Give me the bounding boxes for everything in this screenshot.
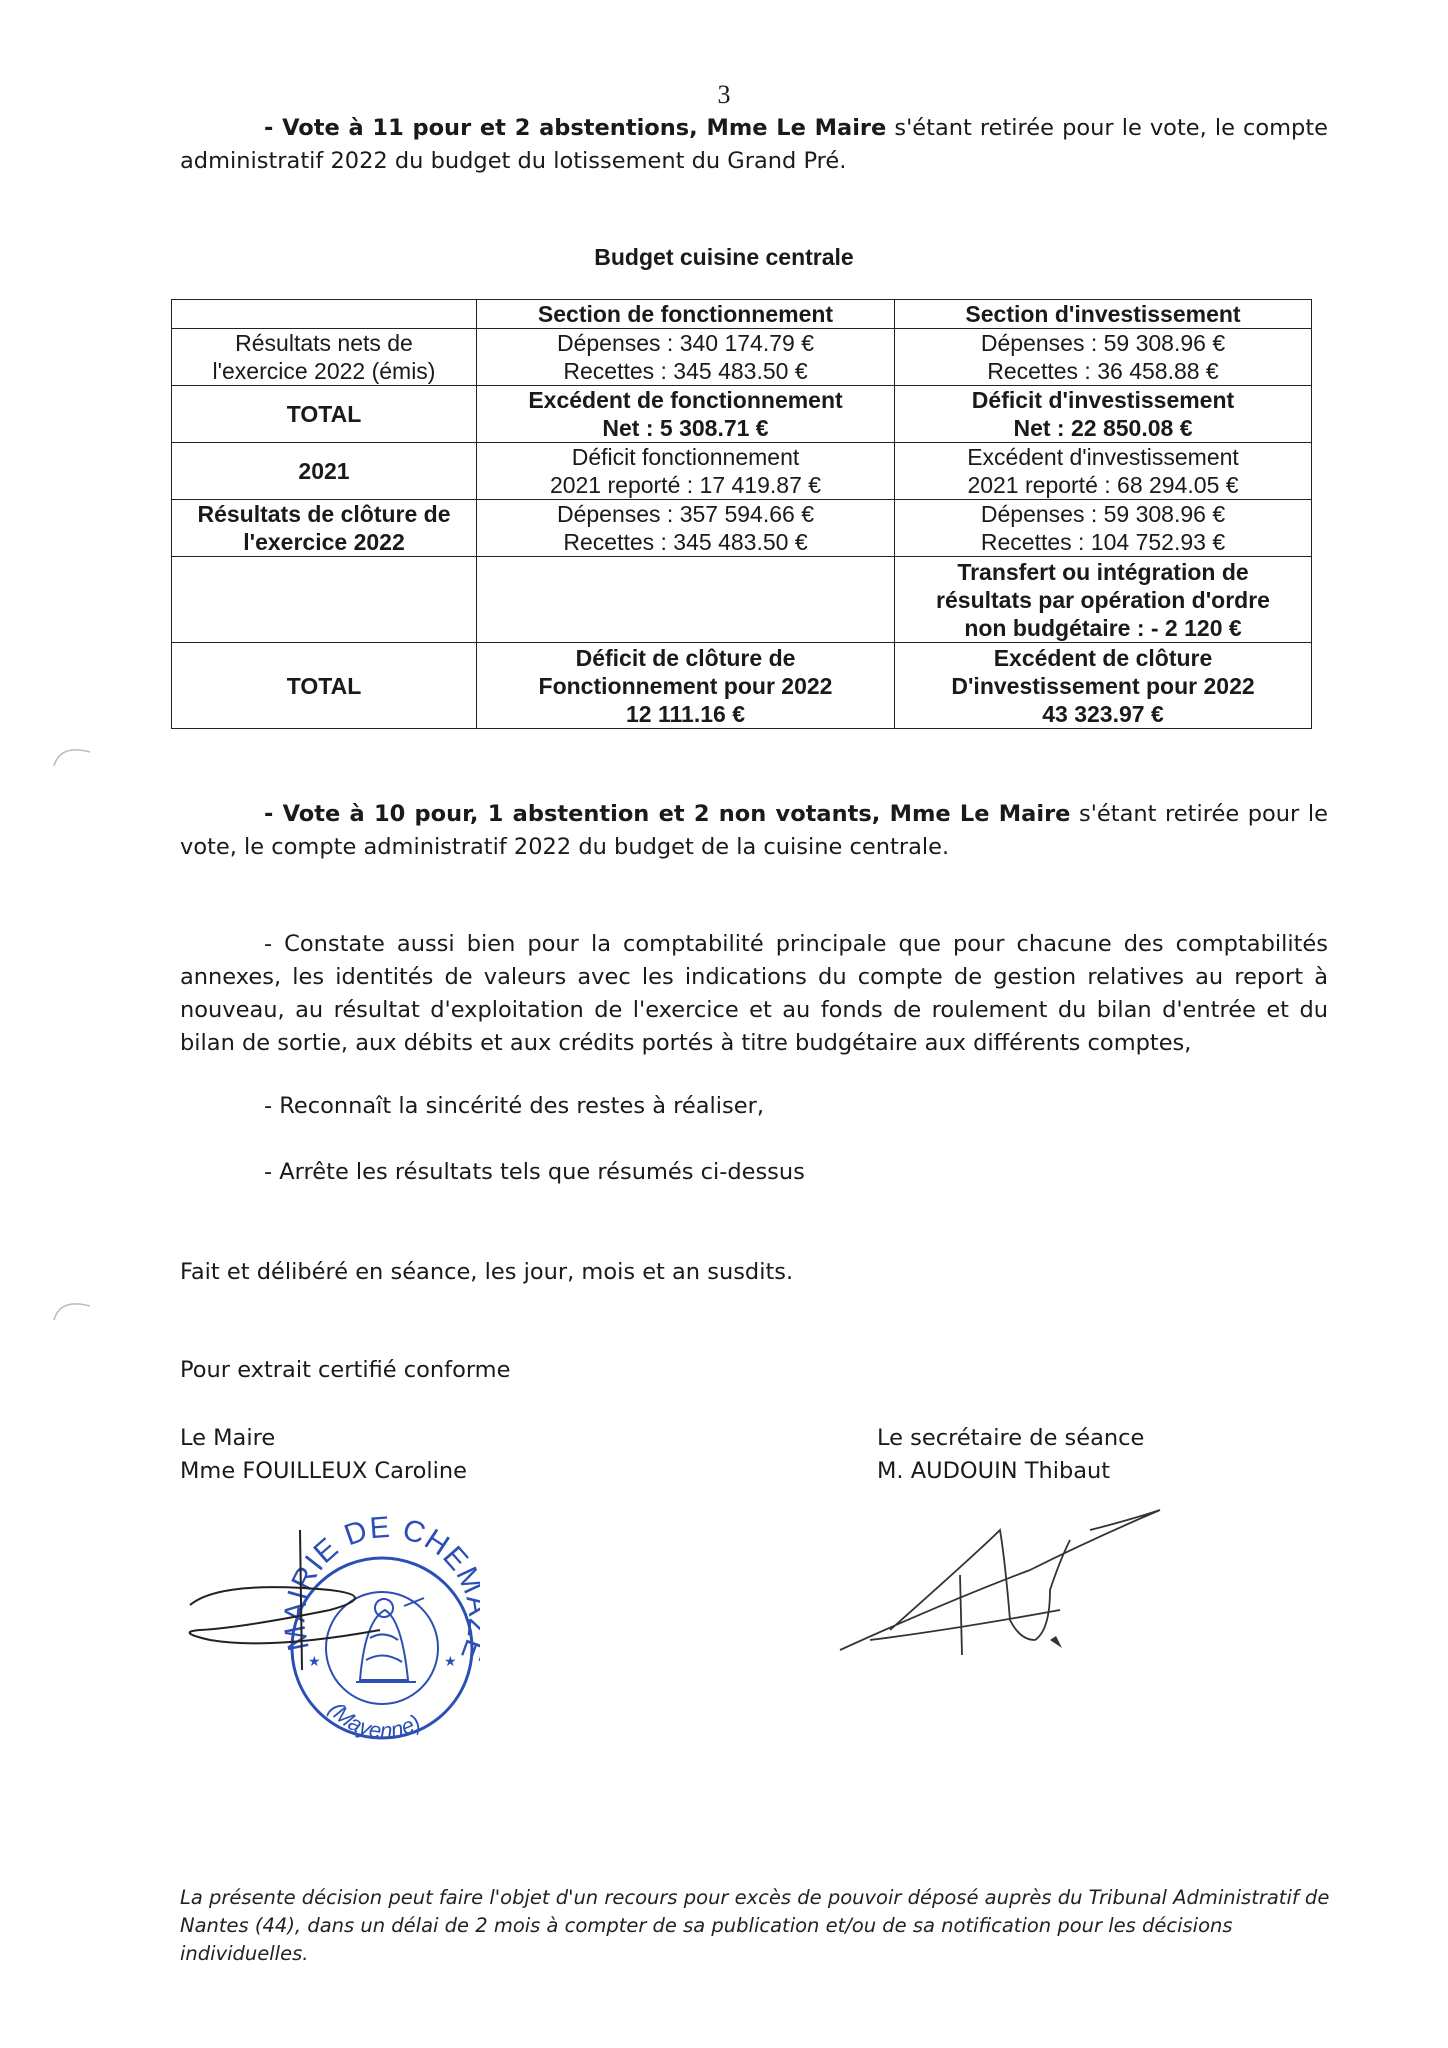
- table-row: [172, 443, 1312, 500]
- table-title: Budget cuisine centrale: [594, 244, 854, 270]
- cell-line: Dépenses : 59 308.96 €: [980, 330, 1226, 356]
- cell-invest-total-net: [895, 386, 1312, 443]
- vote-lotissement-paragraph: [180, 112, 1328, 178]
- row-label-cloture: [172, 500, 477, 557]
- vote-lotissement-text: s'étant retirée pour le vote, le compte administratif 2022 du budget du lotissement du Grand Pré.: [180, 115, 1328, 174]
- cell-line: D'investissement pour 2022: [951, 672, 1255, 699]
- table-row: [172, 386, 1312, 443]
- cell-line: 2021 reporté : 68 294.05 €: [967, 472, 1239, 498]
- cell-fonct-2021: [477, 443, 895, 500]
- vote-lotissement-bold: - Vote à 11 pour et 2 abstentions, Mme Le Maire: [264, 115, 887, 141]
- margin-punch-mark: [50, 736, 96, 782]
- cell-line: Recettes : 345 483.50 €: [563, 358, 808, 384]
- row-label-total-net: TOTAL: [172, 386, 477, 443]
- arrete-line: - Arrête les résultats tels que résumés ci-dessus: [264, 1159, 805, 1185]
- row-label-empty: [172, 557, 477, 643]
- reconnait-line: - Reconnaît la sincérité des restes à réaliser,: [264, 1093, 765, 1119]
- cell-line: Résultats nets de: [235, 330, 413, 356]
- cell-line: Résultats de clôture de: [197, 501, 451, 527]
- table-header-row: [172, 300, 1312, 329]
- cell-fonct-cloture: [477, 500, 895, 557]
- cell-line: l'exercice 2022: [243, 529, 405, 555]
- cell-line: Recettes : 345 483.50 €: [563, 529, 808, 555]
- secretaire-title: Le secrétaire de séance: [877, 1425, 1145, 1451]
- header-investissement: Section d'investissement: [895, 300, 1312, 329]
- secretaire-handwritten-signature: [830, 1490, 1170, 1670]
- table-row: [172, 329, 1312, 386]
- cell-invest-transfert: [895, 557, 1312, 643]
- star-icon: ★: [444, 1654, 457, 1670]
- page-number: 3: [717, 80, 731, 109]
- star-icon: ★: [308, 1654, 321, 1670]
- cell-invest-2021: [895, 443, 1312, 500]
- cell-line: Net : 22 850.08 €: [1013, 415, 1193, 441]
- cell-line: résultats par opération d'ordre: [936, 586, 1270, 613]
- cell-line: l'exercice 2022 (émis): [212, 358, 436, 384]
- stamp-text-bottom: (Mayenne): [324, 1697, 425, 1740]
- cell-fonct-total-cloture: [477, 643, 895, 729]
- cell-line: Recettes : 104 752.93 €: [980, 529, 1226, 555]
- cell-invest-total-cloture: [895, 643, 1312, 729]
- cell-line: Déficit fonctionnement: [571, 444, 800, 470]
- cell-line: Recettes : 36 458.88 €: [987, 358, 1219, 384]
- vote-cuisine-bold: - Vote à 10 pour, 1 abstention et 2 non votants, Mme Le Maire: [264, 801, 1071, 827]
- row-label-2021: 2021: [172, 443, 477, 500]
- maire-title: Le Maire: [180, 1425, 276, 1451]
- cell-line: Dépenses : 340 174.79 €: [556, 330, 815, 356]
- header-fonctionnement: Section de fonctionnement: [477, 300, 895, 329]
- cell-line: Excédent de fonctionnement: [528, 387, 843, 413]
- cell-line: 2021 reporté : 17 419.87 €: [549, 472, 822, 498]
- header-empty-cell: [172, 300, 477, 329]
- cell-line: Fonctionnement pour 2022: [538, 672, 833, 699]
- cell-invest-cloture: [895, 500, 1312, 557]
- maire-name: Mme FOUILLEUX Caroline: [180, 1458, 468, 1484]
- stamp-emblem-icon: [356, 1598, 424, 1682]
- cell-line: Dépenses : 357 594.66 €: [556, 501, 815, 527]
- secretaire-signature-block: [877, 1422, 1144, 1488]
- vote-cuisine-paragraph: [180, 798, 1328, 864]
- cell-line: 43 323.97 €: [1042, 700, 1164, 727]
- secretaire-name: M. AUDOUIN Thibaut: [877, 1458, 1111, 1484]
- footer-legal-notice: La présente décision peut faire l'objet d'un recours pour excès de pouvoir déposé auprès du Tribunal Administratif de Nantes (44), dans un délai de 2 mois à compter de sa publication et/ou de sa notification pour les décisions individuelles.: [180, 1886, 1330, 1965]
- cell-line: Déficit de clôture de: [575, 644, 796, 671]
- stamp-text-top: MAIRIE DE CHE: [278, 1510, 475, 1654]
- cell-line: Déficit d'investissement: [971, 387, 1235, 413]
- table-row: [172, 557, 1312, 643]
- cell-fonct-resultats-nets: [477, 329, 895, 386]
- extrait-line: Pour extrait certifié conforme: [180, 1357, 511, 1383]
- cell-fonct-empty: [477, 557, 895, 643]
- mairie-stamp: [180, 1510, 480, 1740]
- cell-line: Transfert ou intégration de: [957, 558, 1249, 585]
- table-row: [172, 643, 1312, 729]
- row-label-resultats-nets: [172, 329, 477, 386]
- row-label-total-cloture: TOTAL: [172, 643, 477, 729]
- cell-line: Excédent d'investissement: [967, 444, 1239, 470]
- constate-paragraph: [180, 928, 1328, 1060]
- maire-signature-block: [180, 1422, 467, 1488]
- fait-line: Fait et délibéré en séance, les jour, mois et an susdits.: [180, 1259, 794, 1285]
- vote-cuisine-text: s'étant retirée pour le vote, le compte administratif 2022 du budget de la cuisine centrale.: [180, 801, 1328, 860]
- cell-invest-resultats-nets: [895, 329, 1312, 386]
- cell-line: Net : 5 308.71 €: [602, 415, 769, 441]
- table-row: [172, 500, 1312, 557]
- cell-line: Excédent de clôture: [993, 644, 1213, 671]
- cell-fonct-total-net: [477, 386, 895, 443]
- margin-punch-mark: [50, 1290, 96, 1336]
- constate-text: - Constate aussi bien pour la comptabilité principale que pour chacune des comptabilités annexes, les identités de valeurs avec les indications du compte de gestion relatives au report à nouveau, au résultat d'exploitation de l'exercice et au fonds de roulement du bilan d'entrée et du bilan de sortie, aux débits et aux crédits portés à titre budgétaire aux différents comptes,: [180, 931, 1328, 1056]
- cell-line: 12 111.16 €: [626, 700, 745, 727]
- budget-table: [171, 299, 1312, 729]
- cell-line: non budgétaire : - 2 120 €: [964, 614, 1242, 641]
- cell-line: Dépenses : 59 308.96 €: [980, 501, 1226, 527]
